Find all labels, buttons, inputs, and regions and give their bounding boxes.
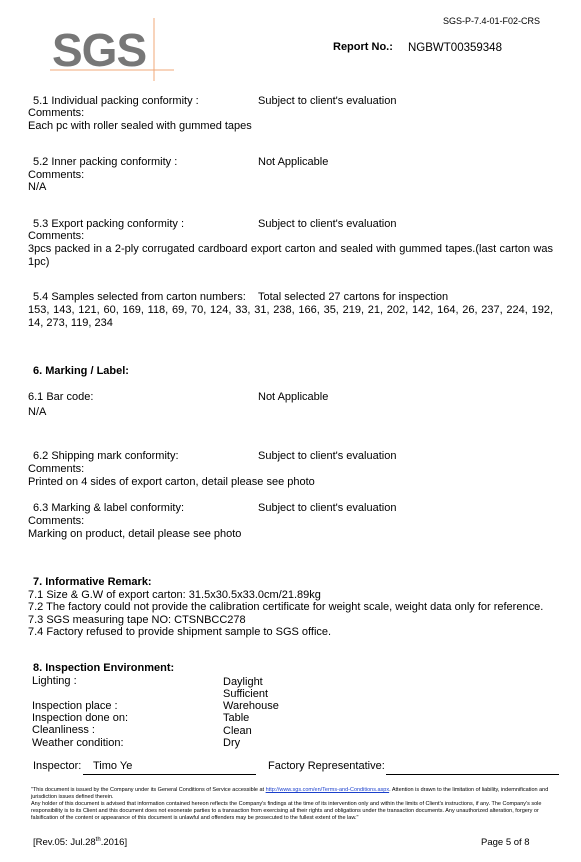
inspector-signature-line <box>83 774 256 775</box>
marking-6-3-value: Subject to client's evaluation <box>258 502 397 514</box>
marking-6-2-label: 6.2 Shipping mark conformity: <box>33 450 179 462</box>
revision-sup: th <box>95 836 101 843</box>
disclaimer <box>31 787 554 822</box>
cleanliness-label: Cleanliness : <box>32 724 95 736</box>
revision-text: [Rev.05: Jul.28 <box>33 837 96 848</box>
disclaimer-text: Any holder of this document is advised that information contained hereon reflects the Company's findings at the time of its intervention only and within the limits of Client's instructions, if any. The Company's sole responsibility is to its Client and this document does not exonerate parties to a transaction from exercising all their rights and obligations under the transaction documents. Any unauthorized alteration, forgery or falsification of the content or appearance of this document is unlawful and offenders may be prosecuted to the fullest extent of the law." <box>31 800 542 821</box>
remark-line: 7.3 SGS measuring tape NO: CTSNBCC278 <box>28 614 246 626</box>
packing-5-4-value: Total selected 27 cartons for inspection <box>258 291 449 303</box>
marking-6-2-comments-label: Comments: <box>28 463 85 475</box>
place-label: Inspection place : <box>32 700 118 712</box>
packing-5-3-comments-label: Comments: <box>28 230 85 242</box>
weather-label: Weather condition: <box>32 737 124 749</box>
marking-6-3-label: 6.3 Marking & label conformity: <box>33 502 185 514</box>
disclaimer-text: "This document is issued by the Company under its General Conditions of Service accessible at <box>31 787 266 793</box>
revision-text: .2016] <box>100 837 128 848</box>
packing-5-2-comments-label: Comments: <box>28 169 85 181</box>
report-no-label: Report No.: <box>333 41 393 53</box>
carton-numbers: 153, 143, 121, 60, 169, 118, 69, 70, 124, 33, 31, 238, 166, 35, 219, 21, 202, 142, 164, 26, 237, 224, 192, 14, 273, 119, 234 <box>28 304 553 329</box>
packing-5-2-value: Not Applicable <box>258 156 329 168</box>
inspector-label: Inspector: <box>33 760 82 772</box>
done-on-value: Table <box>223 712 250 724</box>
done-on-label: Inspection done on: <box>32 712 129 724</box>
lighting-value: Daylight <box>223 676 263 688</box>
inspector-name: Timo Ye <box>93 760 133 772</box>
document-code: SGS-P-7.4-01-F02-CRS <box>443 16 541 26</box>
remark-line: 7.4 Factory refused to provide shipment sample to SGS office. <box>28 626 332 638</box>
lighting-label: Lighting : <box>32 675 77 687</box>
packing-5-3-value: Subject to client's evaluation <box>258 218 397 230</box>
marking-6-1-comment: N/A <box>28 406 47 418</box>
logo-text: SGS <box>52 24 147 76</box>
marking-6-3-comments-label: Comments: <box>28 515 85 527</box>
report-no-value: NGBWT00359348 <box>408 42 502 54</box>
environment-heading: 8. Inspection Environment: <box>33 662 175 674</box>
place-value: Warehouse <box>223 700 279 712</box>
factory-rep-signature-line <box>386 774 559 775</box>
disclaimer-text: . Attention is drawn to the limitation of liability, indemnification and jurisdiction issues defined therein. <box>31 787 549 800</box>
remark-line: 7.1 Size & G.W of export carton: 31.5x30.5x33.0cm/21.89kg <box>28 589 321 601</box>
marking-6-3-comment: Marking on product, detail please see photo <box>28 528 242 540</box>
packing-5-1-comment: Each pc with roller sealed with gummed tapes <box>28 120 252 132</box>
remark-heading: 7. Informative Remark: <box>33 576 152 588</box>
packing-5-3-comment: 3pcs packed in a 2-ply corrugated cardboard export carton and sealed with gummed tapes.(last carton was 1pc) <box>28 243 553 268</box>
packing-5-2-label: 5.2 Inner packing conformity : <box>33 156 178 168</box>
packing-5-1-value: Subject to client's evaluation <box>258 95 397 107</box>
lighting-value-2: Sufficient <box>223 688 269 700</box>
marking-6-1-value: Not Applicable <box>258 391 329 403</box>
factory-rep-label: Factory Representative: <box>268 760 385 772</box>
marking-6-1-label: 6.1 Bar code: <box>28 391 94 403</box>
packing-5-2-comment: N/A <box>28 181 47 193</box>
remark-line: 7.2 The factory could not provide the calibration certificate for weight scale, weight data only for reference. <box>28 601 544 613</box>
packing-5-1-comments-label: Comments: <box>28 107 85 119</box>
marking-6-2-value: Subject to client's evaluation <box>258 450 397 462</box>
marking-6-2-comment: Printed on 4 sides of export carton, detail please see photo <box>28 476 315 488</box>
revision <box>33 836 127 849</box>
weather-value: Dry <box>223 737 241 749</box>
cleanliness-value: Clean <box>223 725 252 737</box>
packing-5-1-label: 5.1 Individual packing conformity : <box>33 95 199 107</box>
page-number: Page 5 of 8 <box>481 837 530 848</box>
terms-link[interactable]: http://www.sgs.com/en/Terms-and-Conditions.aspx <box>265 787 390 793</box>
packing-5-3-label: 5.3 Export packing conformity : <box>33 218 185 230</box>
marking-heading: 6. Marking / Label: <box>33 365 129 377</box>
sgs-logo <box>50 18 175 82</box>
packing-5-4-label: 5.4 Samples selected from carton numbers: <box>33 291 246 303</box>
